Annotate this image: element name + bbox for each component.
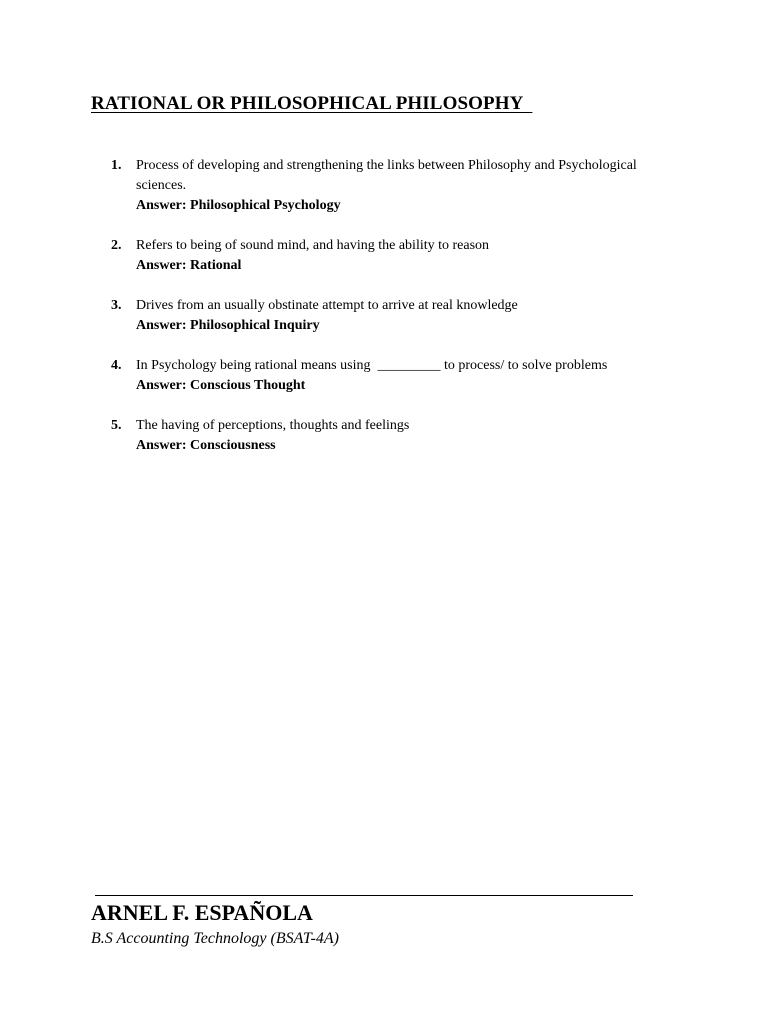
list-item bbox=[0, 296, 768, 336]
question-text: In Psychology being rational means using _________ to process/ to solve problems bbox=[136, 358, 608, 373]
item-number: 3. bbox=[111, 298, 122, 313]
item-body bbox=[136, 156, 684, 216]
question-text: Refers to being of sound mind, and having the ability to reason bbox=[136, 238, 490, 253]
list-item bbox=[0, 156, 768, 216]
answer-text: Answer: Philosophical Psychology bbox=[136, 198, 341, 213]
answer-text: Answer: Rational bbox=[136, 258, 242, 273]
page-title: RATIONAL OR PHILOSOPHICAL PHILOSOPHY bbox=[91, 93, 533, 114]
answer-text: Answer: Philosophical Inquiry bbox=[136, 318, 320, 333]
author-course: B.S Accounting Technology (BSAT-4A) bbox=[91, 930, 339, 947]
item-body bbox=[136, 236, 684, 276]
item-body bbox=[136, 356, 684, 396]
answer-text: Answer: Conscious Thought bbox=[136, 378, 306, 393]
answer-text: Answer: Consciousness bbox=[136, 438, 276, 453]
item-number: 1. bbox=[111, 158, 122, 173]
item-number: 4. bbox=[111, 358, 122, 373]
item-number: 5. bbox=[111, 418, 122, 433]
author-name: ARNEL F. ESPAÑOLA bbox=[91, 900, 313, 925]
question-text: Process of developing and strengthening the links between Philosophy and Psychological sciences. bbox=[136, 158, 637, 193]
question-text: The having of perceptions, thoughts and feelings bbox=[136, 418, 410, 433]
item-body bbox=[136, 416, 684, 456]
question-text: Drives from an usually obstinate attempt to arrive at real knowledge bbox=[136, 298, 518, 313]
question-list bbox=[0, 156, 768, 476]
list-item bbox=[0, 236, 768, 276]
list-item bbox=[0, 356, 768, 396]
item-body bbox=[136, 296, 684, 336]
list-item bbox=[0, 416, 768, 456]
item-number: 2. bbox=[111, 238, 122, 253]
signature-line bbox=[95, 895, 633, 896]
